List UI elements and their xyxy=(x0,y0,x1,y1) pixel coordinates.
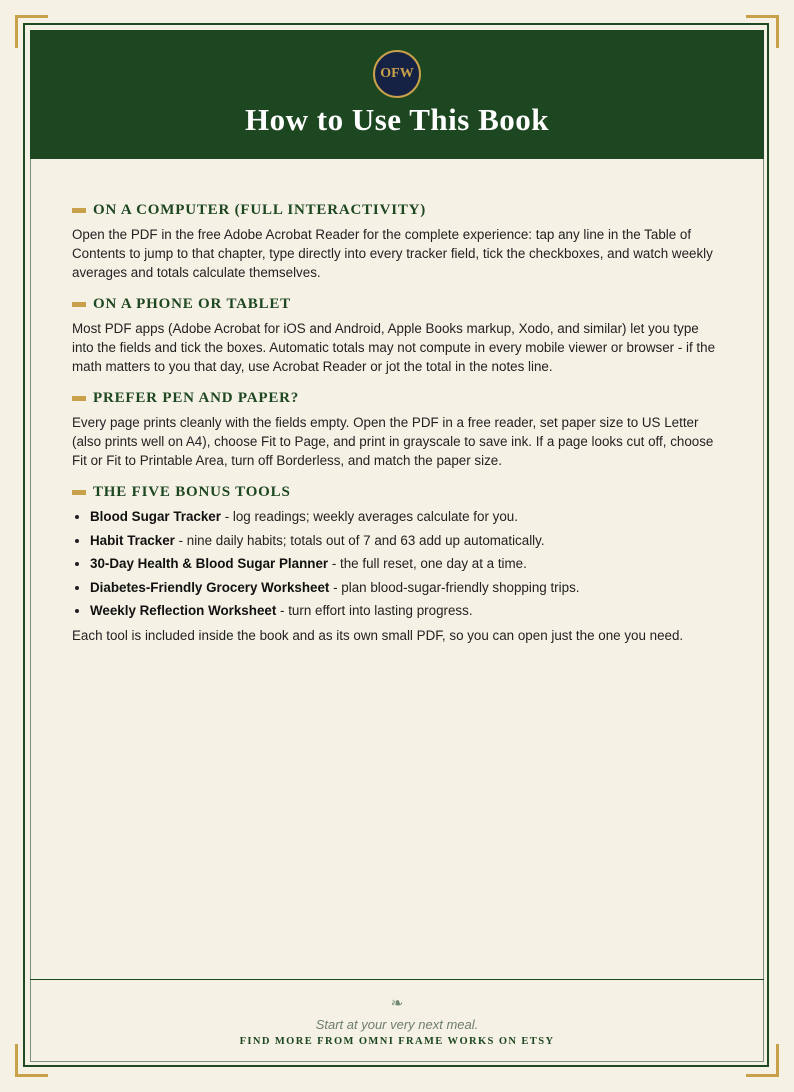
page-title: How to Use This Book xyxy=(245,102,549,137)
section-heading xyxy=(72,202,722,219)
list-item xyxy=(90,578,722,597)
heading-accent-bar xyxy=(72,490,86,495)
section-heading-text: ON A COMPUTER (FULL INTERACTIVITY) xyxy=(93,202,427,218)
tool-description: - nine daily habits; totals out of 7 and 63 add up automatically. xyxy=(174,532,545,548)
bonus-tools-list xyxy=(72,507,722,620)
tool-description: - log readings; weekly averages calculate for you. xyxy=(220,509,518,524)
section-phone-tablet xyxy=(72,296,722,376)
section-heading-text: PREFER PEN AND PAPER? xyxy=(93,390,300,406)
section-body: Most PDF apps (Adobe Acrobat for iOS and Android, Apple Books markup, Xodo, and similar) let you type into the fields and tick the boxes. Automatic totals may not compute in every mobile viewer or browser - if the math matters to you that day, use Acrobat Reader or jot the total in the notes line. xyxy=(72,321,716,374)
tool-name: Blood Sugar Tracker xyxy=(90,509,221,524)
page-header xyxy=(30,30,764,159)
section-heading xyxy=(72,484,722,501)
main-content xyxy=(72,202,722,659)
tool-name: Diabetes-Friendly Grocery Worksheet xyxy=(90,579,330,595)
section-pen-paper xyxy=(72,390,722,470)
section-heading-text: ON A PHONE OR TABLET xyxy=(93,296,291,312)
section-body: Every page prints cleanly with the fields empty. Open the PDF in a free reader, set paper size to US Letter (also prints well on A4), choose Fit to Page, and print in grayscale to save ink. If a page looks cut off, choose Fit or Fit to Printable Area, turn off Borderless, and match the paper size. xyxy=(72,415,714,468)
tool-description: - the full reset, one day at a time. xyxy=(328,556,527,571)
footer-divider xyxy=(30,979,764,980)
tool-name: Habit Tracker xyxy=(90,532,175,548)
section-heading xyxy=(72,390,722,407)
tool-description: - plan blood-sugar-friendly shopping trips. xyxy=(329,579,580,595)
brand-badge: OFW xyxy=(373,50,421,98)
section-computer xyxy=(72,202,722,282)
section-heading xyxy=(72,296,722,313)
tool-name: 30-Day Health & Blood Sugar Planner xyxy=(90,556,329,571)
heading-accent-bar xyxy=(72,302,86,307)
footer-etsy-link[interactable]: FIND MORE FROM OMNI FRAME WORKS ON ETSY xyxy=(239,1036,555,1047)
list-item xyxy=(90,554,722,573)
tool-name: Weekly Reflection Worksheet xyxy=(90,603,277,618)
heading-accent-bar xyxy=(72,208,86,213)
list-item xyxy=(90,601,722,620)
bonus-tools-closing: Each tool is included inside the book and as its own small PDF, so you can open just the one you need. xyxy=(72,628,684,643)
fleuron-icon: ❧ xyxy=(390,995,404,1012)
heading-accent-bar xyxy=(72,396,86,401)
list-item xyxy=(90,531,722,550)
section-bonus-tools xyxy=(72,484,722,645)
footer-tagline: Start at your very next meal. xyxy=(315,1017,479,1032)
section-heading-text: THE FIVE BONUS TOOLS xyxy=(93,484,291,500)
list-item xyxy=(90,507,722,526)
tool-description: - turn effort into lasting progress. xyxy=(276,603,473,618)
section-body: Open the PDF in the free Adobe Acrobat Reader for the complete experience: tap any line in the Table of Contents to jump to that chapter, type directly into every tracker field, tick the checkboxes, and watch weekly averages and totals calculate themselves. xyxy=(72,227,713,280)
